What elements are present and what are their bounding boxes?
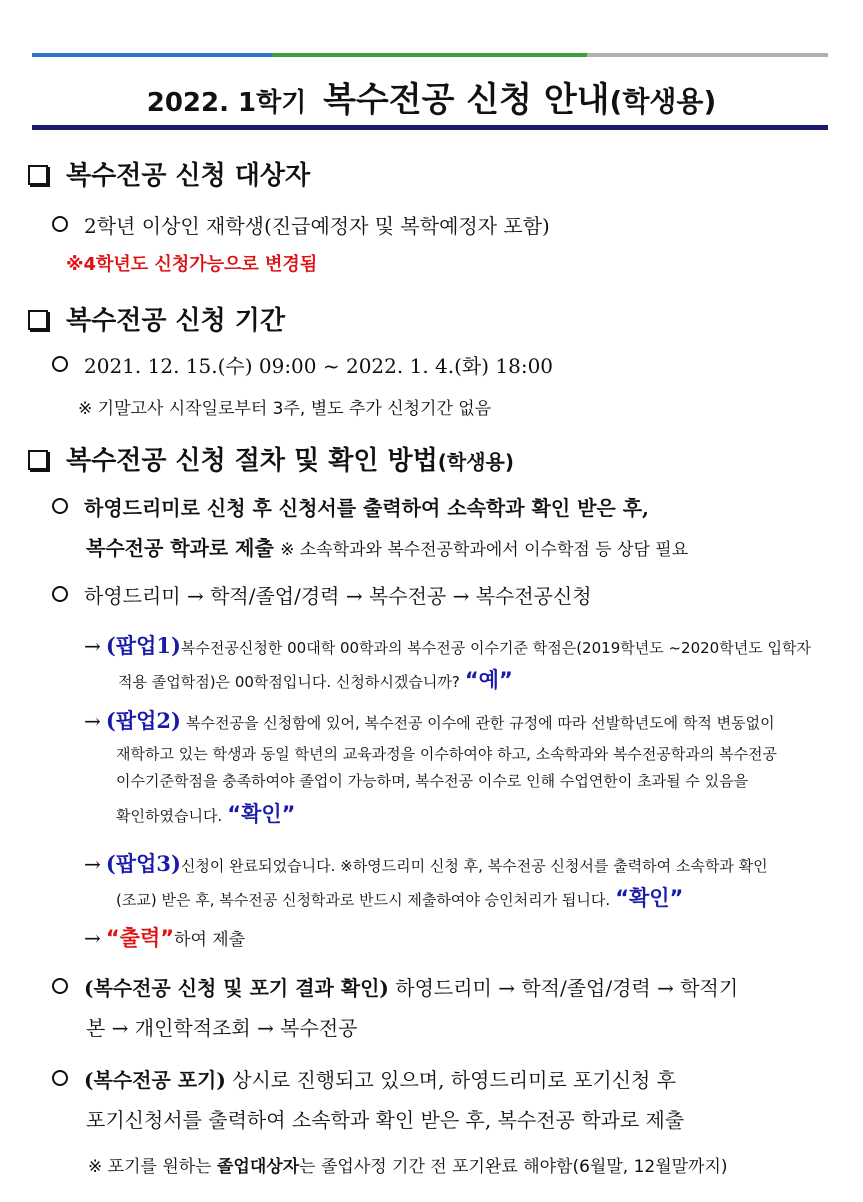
checkbox-icon [28,310,48,330]
popup2-line3: 이수기준학점을 충족하여야 졸업이 가능하며, 복수전공 이수로 인해 수업연한이 초과될 수 있음을 [116,772,749,790]
circle-bullet-icon [52,586,68,602]
popup3-line2: (조교) 받은 후, 복수전공 신청학과로 반드시 제출하여야 승인처리가 됩니다. “확인” [116,886,684,910]
list-item-cont: 복수전공 학과로 제출 ※ 소속학과와 복수전공학과에서 이수학점 등 상담 필요 [86,536,689,560]
title-divider [32,125,828,130]
top-color-bar [32,53,828,57]
list-item: 하영드리미로 신청 후 신청서를 출력하여 소속학과 확인 받은 후, [52,492,649,521]
section-heading: 복수전공 신청 대상자 [28,155,310,192]
popup1-line2: 적용 졸업학점)은 00학점입니다. 신청하시겠습니까? “예” [118,668,513,692]
list-item: 2학년 이상인 재학생(진급예정자 및 복학예정자 포함) [52,210,550,239]
section-heading: 복수전공 신청 절차 및 확인 방법(학생용) [28,440,514,477]
popup2-line2: 재학하고 있는 학생과 동일 학년의 교육과정을 이수하여야 하고, 소속학과와 복수전공학과의 복수전공 [116,745,778,763]
list-item-cont: 포기신청서를 출력하여 소속학과 확인 받은 후, 복수전공 학과로 제출 [86,1108,685,1132]
section-heading: 복수전공 신청 기간 [28,300,285,337]
arrow-icon: → [84,634,101,658]
circle-bullet-icon [52,356,68,372]
arrow-icon: → [84,709,101,733]
circle-bullet-icon [52,498,68,514]
page-title: 2022. 1학기 복수전공 신청 안내(학생용) [146,80,717,120]
print-item: → “출력”하여 제출 [84,926,246,950]
circle-bullet-icon [52,978,68,994]
circle-bullet-icon [52,216,68,232]
note-text: ※ 기말고사 시작일로부터 3주, 별도 추가 신청기간 없음 [78,399,492,419]
arrow-icon: → [84,926,101,950]
notice-text: ※4학년도 신청가능으로 변경됨 [66,254,318,275]
popup2-item: → (팝업2) 복수전공을 신청함에 있어, 복수전공 이수에 관한 규정에 따라 선발학년도에 학적 변동없이 [84,708,775,733]
list-item: 2021. 12. 15.(수) 09:00 ~ 2022. 1. 4.(화) 18:00 [52,350,553,379]
checkbox-icon [28,450,48,470]
list-item-cont: 본 → 개인학적조회 → 복수전공 [86,1016,358,1040]
popup1-item: → (팝업1)복수전공신청한 00대학 00학과의 복수전공 이수기준 학점은(2019학년도 ~2020학년도 입학자 [84,633,811,658]
list-item: (복수전공 포기) 상시로 진행되고 있으며, 하영드리미로 포기신청 후 [52,1064,676,1093]
checkbox-icon [28,165,48,185]
circle-bullet-icon [52,1070,68,1086]
arrow-icon: → [84,852,101,876]
popup2-line4: 확인하였습니다. “확인” [116,802,296,826]
list-item: (복수전공 신청 및 포기 결과 확인) 하영드리미 → 학적/졸업/경력 → 학적기 [52,972,738,1001]
list-item: 하영드리미 → 학적/졸업/경력 → 복수전공 → 복수전공신청 [52,580,592,609]
popup3-item: → (팝업3)신청이 완료되었습니다. ※하영드리미 신청 후, 복수전공 신청서를 출력하여 소속학과 확인 [84,851,768,876]
final-note: ※ 포기를 원하는 졸업대상자는 졸업사정 기간 전 포기완료 해야함(6월말, 12월말까지) [88,1157,728,1177]
